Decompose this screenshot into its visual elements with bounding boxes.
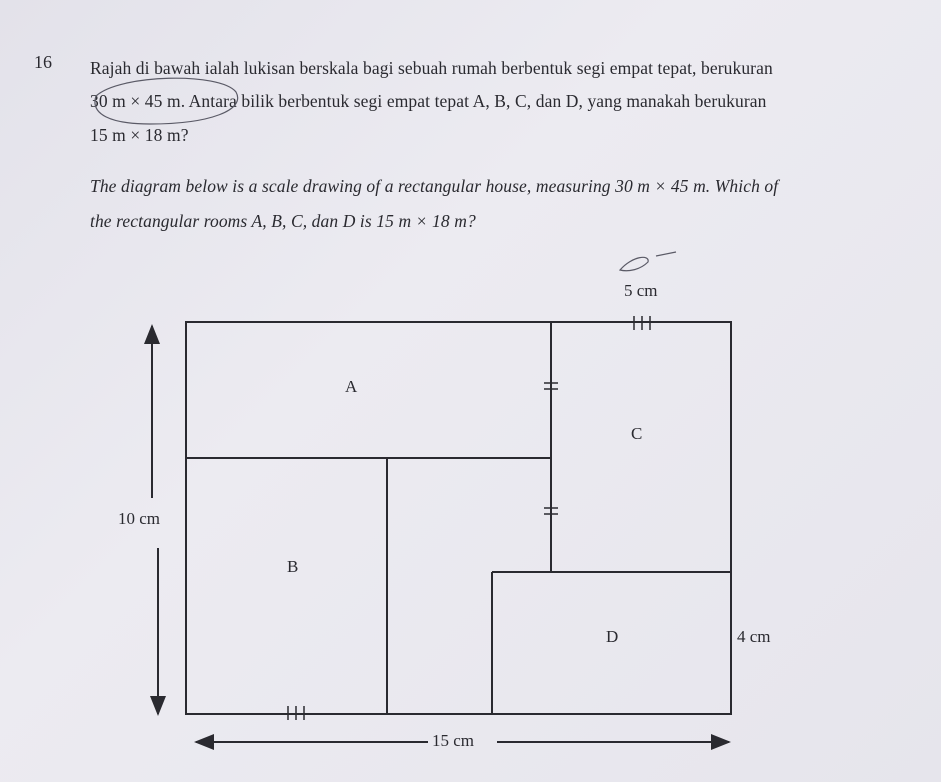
dimension-label-right: 4 cm (737, 627, 771, 646)
question-text-malay-line-2: 30 m × 45 m. Antara bilik berbentuk segi empat tepat A, B, C, dan D, yang manakah berukuran (90, 91, 767, 111)
question-text-english-line-2: the rectangular rooms A, B, C, dan D is 15 m × 18 m? (90, 211, 476, 231)
question-text-english-line-1: The diagram below is a scale drawing of a rectangular house, measuring 30 m × 45 m. Which of (90, 176, 779, 196)
room-b-label: B (287, 557, 299, 576)
dimension-label-left: 10 cm (118, 509, 161, 528)
question-number: 16 (34, 52, 52, 72)
question-text-malay-line-1: Rajah di bawah ialah lukisan berskala bagi sebuah rumah berbentuk segi empat tepat, berukuran (90, 58, 773, 78)
room-c-label: C (631, 424, 643, 443)
dimension-label-bottom: 15 cm (432, 731, 475, 750)
room-a-label: A (345, 377, 358, 396)
tick-marks (288, 316, 650, 720)
question-text-malay-line-3: 15 m × 18 m? (90, 125, 189, 145)
dimension-label-top: 5 cm (624, 281, 658, 300)
room-d-label: D (606, 627, 619, 646)
pencil-marks (95, 78, 676, 271)
house-outline (186, 322, 731, 714)
